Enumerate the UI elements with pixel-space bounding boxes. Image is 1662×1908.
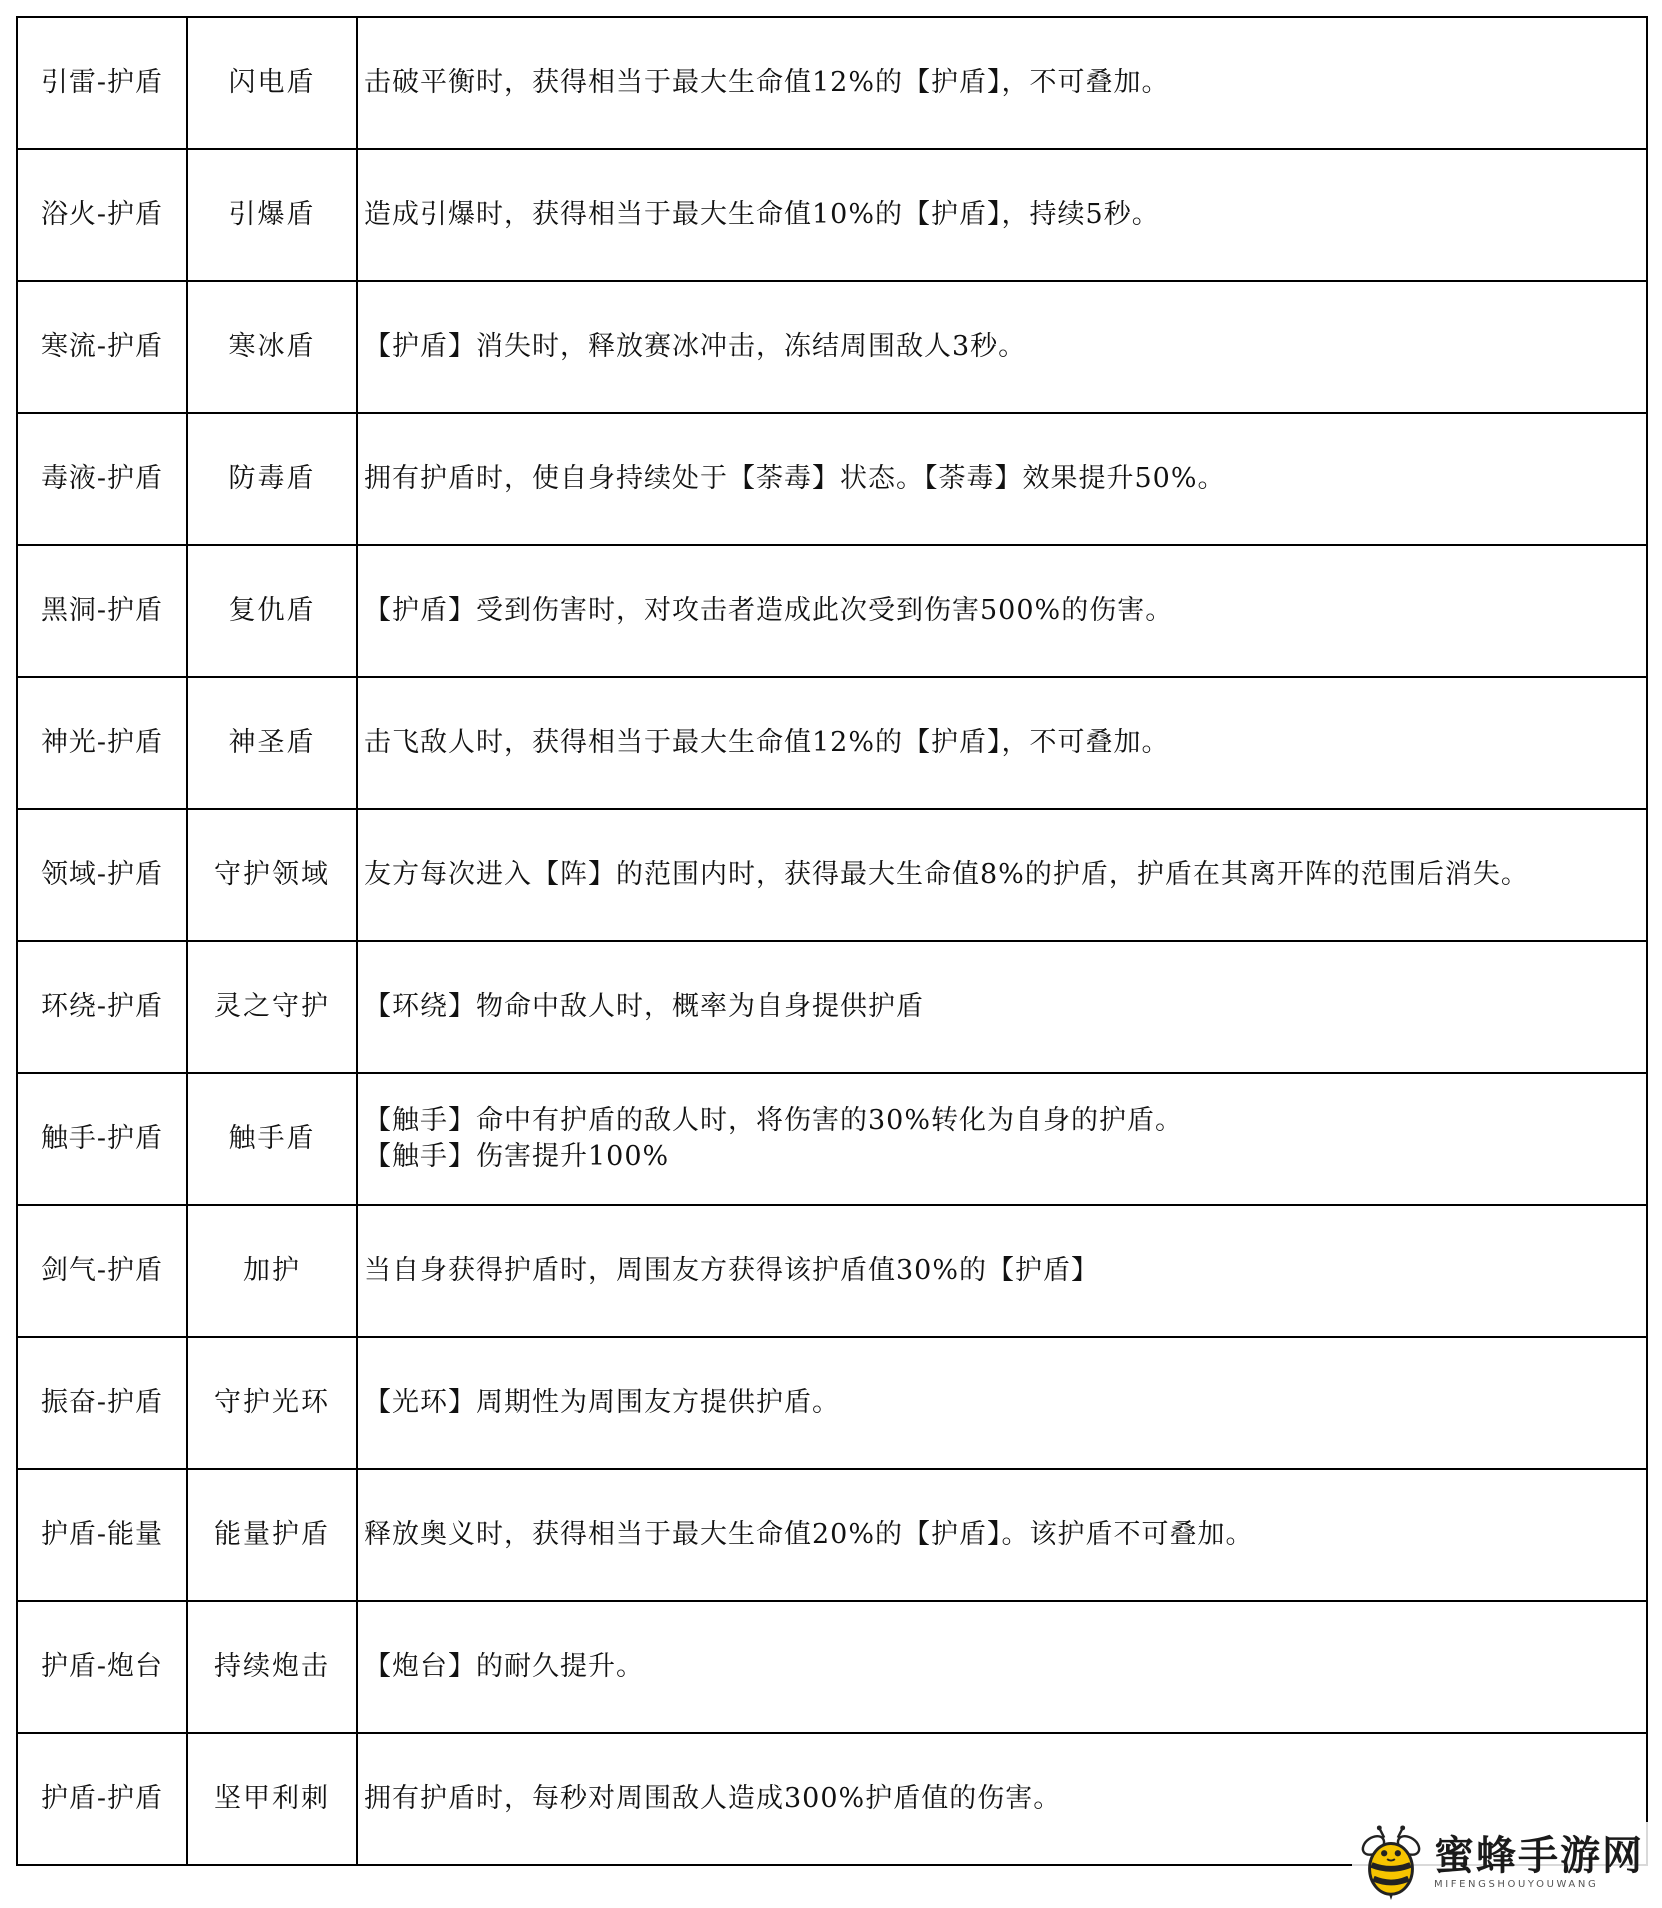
description-line: 【光环】周期性为周围友方提供护盾。 (364, 1386, 840, 1418)
table-row (17, 1073, 1647, 1205)
table-body (17, 17, 1647, 1865)
combo-name-cell: 寒流-护盾 (17, 281, 187, 413)
skill-name-cell: 坚甲利刺 (187, 1733, 357, 1865)
combo-name-cell: 神光-护盾 (17, 677, 187, 809)
table-row (17, 17, 1647, 149)
combo-name-cell: 护盾-能量 (17, 1469, 187, 1601)
description-line: 释放奥义时，获得相当于最大生命值20%的【护盾】。该护盾不可叠加。 (364, 1518, 1254, 1550)
bee-icon (1352, 1824, 1430, 1902)
description-line: 【护盾】受到伤害时，对攻击者造成此次受到伤害500%的伤害。 (364, 594, 1174, 626)
site-watermark (1352, 1822, 1648, 1904)
combo-name-cell: 振奋-护盾 (17, 1337, 187, 1469)
watermark-text (1434, 1834, 1644, 1892)
description-cell (357, 1205, 1647, 1337)
description-cell (357, 1469, 1647, 1601)
table-row (17, 413, 1647, 545)
table-row (17, 1337, 1647, 1469)
description-cell (357, 545, 1647, 677)
table-row (17, 941, 1647, 1073)
combo-name-cell: 剑气-护盾 (17, 1205, 187, 1337)
skill-name-cell: 寒冰盾 (187, 281, 357, 413)
skill-name-cell: 引爆盾 (187, 149, 357, 281)
combo-name-cell: 护盾-护盾 (17, 1733, 187, 1865)
description-line: 【护盾】消失时，释放赛冰冲击，冻结周围敌人3秒。 (364, 330, 1027, 362)
description-line: 拥有护盾时，每秒对周围敌人造成300%护盾值的伤害。 (364, 1782, 1062, 1814)
description-line: 【环绕】物命中敌人时，概率为自身提供护盾 (364, 990, 924, 1022)
combo-name-cell: 毒液-护盾 (17, 413, 187, 545)
table-row (17, 149, 1647, 281)
skill-name-cell: 持续炮击 (187, 1601, 357, 1733)
description-line: 【炮台】的耐久提升。 (364, 1650, 644, 1682)
skill-name-cell: 守护领域 (187, 809, 357, 941)
table-row (17, 281, 1647, 413)
description-cell (357, 1601, 1647, 1733)
description-cell (357, 281, 1647, 413)
description-cell (357, 677, 1647, 809)
skill-name-cell: 神圣盾 (187, 677, 357, 809)
description-line: 击破平衡时，获得相当于最大生命值12%的【护盾】，不可叠加。 (364, 66, 1170, 98)
combo-name-cell: 引雷-护盾 (17, 17, 187, 149)
description-cell (357, 413, 1647, 545)
table-row (17, 677, 1647, 809)
description-cell (357, 1073, 1647, 1205)
table-row (17, 1205, 1647, 1337)
combo-name-cell: 环绕-护盾 (17, 941, 187, 1073)
table-row (17, 545, 1647, 677)
description-cell (357, 17, 1647, 149)
skill-name-cell: 加护 (187, 1205, 357, 1337)
table-row (17, 1469, 1647, 1601)
description-cell (357, 941, 1647, 1073)
combo-name-cell: 领域-护盾 (17, 809, 187, 941)
skill-name-cell: 触手盾 (187, 1073, 357, 1205)
description-line: 【触手】命中有护盾的敌人时，将伤害的30%转化为自身的护盾。 (364, 1104, 1184, 1136)
combo-name-cell: 护盾-炮台 (17, 1601, 187, 1733)
skill-name-cell: 防毒盾 (187, 413, 357, 545)
skill-name-cell: 灵之守护 (187, 941, 357, 1073)
combo-name-cell: 黑洞-护盾 (17, 545, 187, 677)
description-line: 友方每次进入【阵】的范围内时，获得最大生命值8%的护盾，护盾在其离开阵的范围后消失。 (364, 858, 1529, 890)
skill-name-cell: 复仇盾 (187, 545, 357, 677)
watermark-subtitle: MIFENGSHOUYOUWANG (1434, 1879, 1599, 1890)
table-row (17, 809, 1647, 941)
combo-name-cell: 浴火-护盾 (17, 149, 187, 281)
skill-name-cell: 守护光环 (187, 1337, 357, 1469)
description-line: 击飞敌人时，获得相当于最大生命值12%的【护盾】，不可叠加。 (364, 726, 1170, 758)
skill-name-cell: 闪电盾 (187, 17, 357, 149)
description-cell (357, 1337, 1647, 1469)
skill-name-cell: 能量护盾 (187, 1469, 357, 1601)
shield-skill-table-container (16, 16, 1646, 1866)
description-line: 造成引爆时，获得相当于最大生命值10%的【护盾】，持续5秒。 (364, 198, 1160, 230)
watermark-title: 蜜蜂手游网 (1434, 1833, 1644, 1879)
table-row (17, 1601, 1647, 1733)
combo-name-cell: 触手-护盾 (17, 1073, 187, 1205)
description-line: 【触手】伤害提升100% (364, 1141, 670, 1172)
description-cell (357, 149, 1647, 281)
description-cell (357, 809, 1647, 941)
description-line: 拥有护盾时，使自身持续处于【荼毒】状态。【荼毒】效果提升50%。 (364, 462, 1226, 494)
shield-skill-table (16, 16, 1648, 1866)
description-line: 当自身获得护盾时，周围友方获得该护盾值30%的【护盾】 (364, 1254, 1100, 1286)
